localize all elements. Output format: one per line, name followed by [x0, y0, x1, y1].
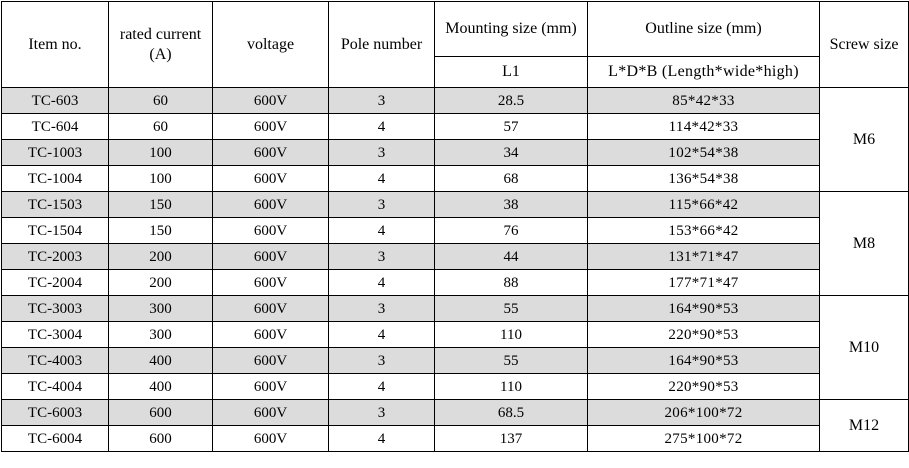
cell-l1: 110 — [435, 322, 588, 348]
cell-outline-size: 220*90*53 — [588, 322, 820, 348]
cell-outline-size: 136*54*38 — [588, 166, 820, 192]
table-row — [2, 244, 909, 270]
cell-l1: 137 — [435, 426, 588, 452]
cell-voltage: 600V — [213, 88, 329, 114]
table-row — [2, 374, 909, 400]
cell-rated-current: 150 — [109, 192, 213, 218]
cell-voltage: 600V — [213, 348, 329, 374]
cell-l1: 88 — [435, 270, 588, 296]
cell-item-no: TC-2003 — [2, 244, 109, 270]
spec-table — [1, 1, 909, 452]
cell-pole-number: 3 — [329, 348, 435, 374]
header-voltage: voltage — [213, 2, 329, 88]
cell-l1: 55 — [435, 348, 588, 374]
cell-l1: 44 — [435, 244, 588, 270]
table-row — [2, 322, 909, 348]
cell-item-no: TC-3004 — [2, 322, 109, 348]
cell-pole-number: 4 — [329, 426, 435, 452]
cell-item-no: TC-603 — [2, 88, 109, 114]
cell-outline-size: 85*42*33 — [588, 88, 820, 114]
cell-pole-number: 4 — [329, 218, 435, 244]
cell-rated-current: 100 — [109, 166, 213, 192]
table-row — [2, 348, 909, 374]
cell-voltage: 600V — [213, 244, 329, 270]
table-row — [2, 192, 909, 218]
cell-outline-size: 220*90*53 — [588, 374, 820, 400]
cell-item-no: TC-3003 — [2, 296, 109, 322]
table-row — [2, 114, 909, 140]
header-l1: L1 — [435, 57, 588, 88]
cell-voltage: 600V — [213, 400, 329, 426]
cell-rated-current: 150 — [109, 218, 213, 244]
table-body — [2, 88, 909, 452]
table-row — [2, 400, 909, 426]
cell-voltage: 600V — [213, 270, 329, 296]
cell-screw-size: M8 — [820, 192, 909, 296]
cell-pole-number: 3 — [329, 192, 435, 218]
cell-voltage: 600V — [213, 192, 329, 218]
cell-item-no: TC-6004 — [2, 426, 109, 452]
cell-screw-size: M10 — [820, 296, 909, 400]
header-ldb: L*D*B (Length*wide*high) — [588, 57, 820, 88]
cell-outline-size: 164*90*53 — [588, 296, 820, 322]
cell-voltage: 600V — [213, 166, 329, 192]
cell-outline-size: 177*71*47 — [588, 270, 820, 296]
header-mounting-size: Mounting size (mm) — [435, 2, 588, 57]
cell-l1: 68 — [435, 166, 588, 192]
cell-l1: 68.5 — [435, 400, 588, 426]
cell-outline-size: 115*66*42 — [588, 192, 820, 218]
cell-rated-current: 300 — [109, 322, 213, 348]
cell-pole-number: 4 — [329, 270, 435, 296]
cell-outline-size: 131*71*47 — [588, 244, 820, 270]
cell-rated-current: 100 — [109, 140, 213, 166]
cell-outline-size: 102*54*38 — [588, 140, 820, 166]
cell-item-no: TC-6003 — [2, 400, 109, 426]
cell-pole-number: 4 — [329, 114, 435, 140]
cell-rated-current: 600 — [109, 400, 213, 426]
cell-pole-number: 4 — [329, 166, 435, 192]
cell-item-no: TC-1004 — [2, 166, 109, 192]
cell-outline-size: 114*42*33 — [588, 114, 820, 140]
table-row — [2, 218, 909, 244]
cell-rated-current: 60 — [109, 114, 213, 140]
cell-outline-size: 164*90*53 — [588, 348, 820, 374]
cell-item-no: TC-1503 — [2, 192, 109, 218]
cell-voltage: 600V — [213, 426, 329, 452]
cell-pole-number: 3 — [329, 296, 435, 322]
cell-l1: 38 — [435, 192, 588, 218]
header-rated-current: rated current (A) — [109, 2, 213, 88]
cell-pole-number: 3 — [329, 88, 435, 114]
cell-voltage: 600V — [213, 322, 329, 348]
cell-voltage: 600V — [213, 140, 329, 166]
cell-l1: 57 — [435, 114, 588, 140]
cell-item-no: TC-1003 — [2, 140, 109, 166]
table-row — [2, 140, 909, 166]
cell-pole-number: 4 — [329, 322, 435, 348]
cell-l1: 55 — [435, 296, 588, 322]
cell-screw-size: M12 — [820, 400, 909, 452]
cell-item-no: TC-2004 — [2, 270, 109, 296]
cell-pole-number: 3 — [329, 244, 435, 270]
cell-voltage: 600V — [213, 218, 329, 244]
table-row — [2, 270, 909, 296]
cell-rated-current: 200 — [109, 244, 213, 270]
cell-rated-current: 400 — [109, 374, 213, 400]
cell-item-no: TC-604 — [2, 114, 109, 140]
cell-rated-current: 200 — [109, 270, 213, 296]
table-row — [2, 166, 909, 192]
cell-voltage: 600V — [213, 374, 329, 400]
cell-item-no: TC-4003 — [2, 348, 109, 374]
cell-pole-number: 4 — [329, 374, 435, 400]
header-outline-size: Outline size (mm) — [588, 2, 820, 57]
header-pole-number: Pole number — [329, 2, 435, 88]
cell-outline-size: 275*100*72 — [588, 426, 820, 452]
header-item-no: Item no. — [2, 2, 109, 88]
header-screw-size: Screw size — [820, 2, 909, 88]
cell-l1: 34 — [435, 140, 588, 166]
table-row — [2, 88, 909, 114]
cell-item-no: TC-1504 — [2, 218, 109, 244]
cell-rated-current: 600 — [109, 426, 213, 452]
table-row — [2, 296, 909, 322]
cell-l1: 76 — [435, 218, 588, 244]
cell-voltage: 600V — [213, 114, 329, 140]
cell-rated-current: 400 — [109, 348, 213, 374]
cell-outline-size: 206*100*72 — [588, 400, 820, 426]
cell-pole-number: 3 — [329, 140, 435, 166]
cell-voltage: 600V — [213, 296, 329, 322]
cell-l1: 110 — [435, 374, 588, 400]
cell-l1: 28.5 — [435, 88, 588, 114]
cell-item-no: TC-4004 — [2, 374, 109, 400]
cell-outline-size: 153*66*42 — [588, 218, 820, 244]
cell-pole-number: 3 — [329, 400, 435, 426]
cell-screw-size: M6 — [820, 88, 909, 192]
cell-rated-current: 300 — [109, 296, 213, 322]
cell-rated-current: 60 — [109, 88, 213, 114]
table-row — [2, 426, 909, 452]
